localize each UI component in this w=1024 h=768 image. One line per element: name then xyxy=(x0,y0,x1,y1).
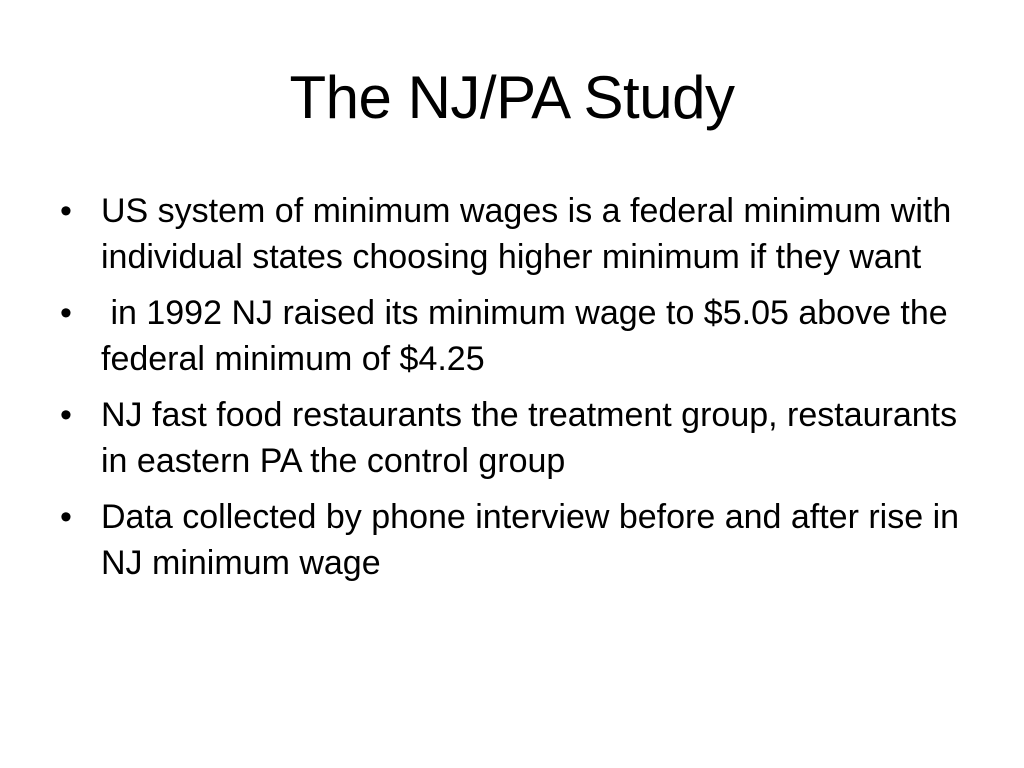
bullet-text: NJ fast food restaurants the treatment group, restaurants in eastern PA the control group xyxy=(101,396,967,480)
bullet-icon: • xyxy=(60,294,72,332)
bullet-icon: • xyxy=(60,396,72,434)
bullet-item-1992-raise xyxy=(60,290,960,382)
bullet-text: Data collected by phone interview before and after rise in NJ minimum wage xyxy=(101,498,969,582)
bullet-item-groups xyxy=(60,392,967,484)
bullet-text: in 1992 NJ raised its minimum wage to $5.05 above the federal minimum of $4.25 xyxy=(101,294,958,378)
bullet-item-data-collection xyxy=(60,494,969,586)
bullet-icon: • xyxy=(60,498,72,536)
bullet-text: US system of minimum wages is a federal minimum with individual states choosing higher minimum if they want xyxy=(101,192,961,276)
slide-title: The NJ/PA Study xyxy=(289,64,735,131)
bullet-list xyxy=(60,188,969,596)
bullet-icon: • xyxy=(60,192,72,230)
bullet-item-system xyxy=(60,188,960,280)
